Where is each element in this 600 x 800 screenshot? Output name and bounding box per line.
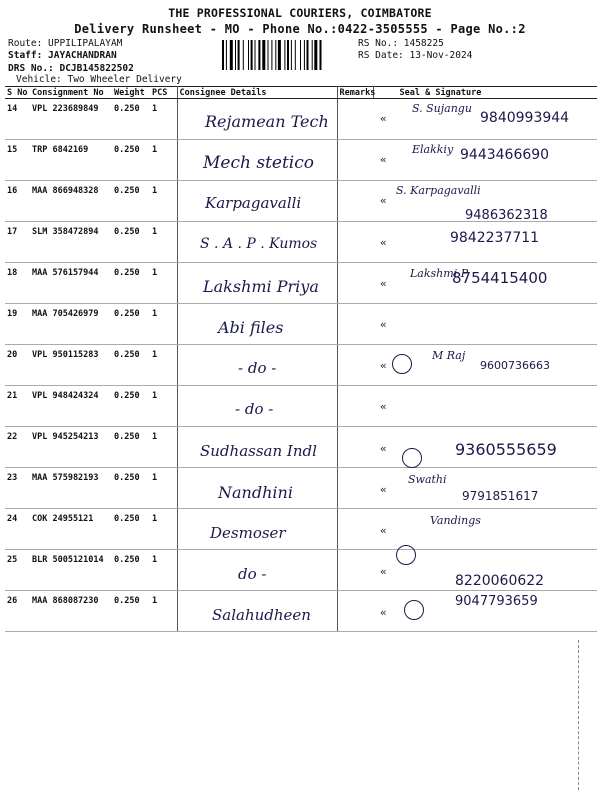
handwritten-consignee: - do - [238, 359, 277, 378]
row-consignment-no: TRP 6842169 [30, 140, 112, 181]
row-weight: 0.250 [112, 140, 150, 181]
barcode-bar [320, 40, 322, 70]
row-consignment-no: MAA 576157944 [30, 263, 112, 304]
handwritten-phone: 9840993944 [480, 110, 570, 126]
row-weight: 0.250 [112, 386, 150, 427]
row-signature-cell [373, 509, 597, 550]
row-weight: 0.250 [112, 181, 150, 222]
col-pcs: PCS [150, 87, 177, 99]
barcode-bar [230, 40, 233, 70]
handwritten-consignee: Sudhassan Indl [200, 441, 317, 460]
col-remarks: Remarks [337, 87, 373, 99]
rs-date: RS Date: 13-Nov-2024 [358, 50, 473, 61]
row-sno: 20 [5, 345, 30, 386]
tick-mark-icon: « [380, 524, 387, 537]
row-pcs: 1 [150, 181, 177, 222]
handwritten-consignee: Rejamean Tech [205, 112, 329, 131]
handwritten-consignee: Desmoser [210, 524, 286, 542]
barcode-bar [238, 40, 240, 70]
stamp-circle-icon [404, 600, 424, 620]
row-sno: 19 [5, 304, 30, 345]
drs-number: DRS No.: DCJB145822502 [8, 63, 134, 74]
barcode-bar [300, 40, 301, 70]
tick-mark-icon: « [380, 400, 387, 414]
tick-mark-icon: « [380, 606, 387, 620]
handwritten-signature: S. Karpagavalli [396, 184, 481, 198]
row-weight: 0.250 [112, 550, 150, 591]
row-remarks-cell [337, 304, 373, 345]
row-pcs: 1 [150, 386, 177, 427]
handwritten-phone: 9047793659 [455, 594, 538, 610]
tick-mark-icon: « [380, 359, 387, 373]
row-pcs: 1 [150, 591, 177, 632]
tick-mark-icon: « [380, 235, 387, 249]
handwritten-consignee: - do - [235, 400, 274, 419]
tick-mark-icon: « [380, 482, 387, 496]
rs-number: RS No.: 1458225 [358, 38, 444, 49]
row-remarks-cell [337, 345, 373, 386]
handwritten-phone: 9600736663 [480, 359, 550, 373]
row-weight: 0.250 [112, 468, 150, 509]
table-row [5, 509, 597, 550]
row-remarks-cell [337, 509, 373, 550]
barcode-bar [271, 40, 272, 70]
row-consignment-no: VPL 945254213 [30, 427, 112, 468]
row-signature-cell [373, 386, 597, 427]
row-remarks-cell [337, 550, 373, 591]
row-pcs: 1 [150, 550, 177, 591]
row-sno: 24 [5, 509, 30, 550]
row-consignment-no: VPL 948424324 [30, 386, 112, 427]
row-remarks-cell [337, 222, 373, 263]
row-sno: 23 [5, 468, 30, 509]
handwritten-consignee: do - [238, 565, 267, 584]
barcode-bar [255, 40, 256, 70]
handwritten-consignee: Abi files [218, 318, 284, 337]
row-pcs: 1 [150, 222, 177, 263]
row-remarks-cell [337, 181, 373, 222]
row-sno: 15 [5, 140, 30, 181]
barcode-bar [278, 40, 281, 70]
row-signature-cell [373, 304, 597, 345]
row-pcs: 1 [150, 509, 177, 550]
barcode-bar [248, 40, 249, 70]
col-sno: S No [5, 87, 30, 99]
row-remarks-cell [337, 99, 373, 140]
handwritten-consignee: Nandhini [218, 482, 293, 502]
row-weight: 0.250 [112, 591, 150, 632]
tick-mark-icon: « [380, 276, 387, 290]
row-remarks-cell [337, 140, 373, 181]
row-remarks-cell [337, 591, 373, 632]
route-label: Route: UPPILIPALAYAM [8, 38, 123, 49]
barcode-bar [304, 40, 305, 70]
barcode-image [222, 40, 350, 70]
row-pcs: 1 [150, 427, 177, 468]
tick-mark-icon: « [380, 565, 387, 579]
handwritten-phone: 9486362318 [465, 208, 548, 224]
barcode-bar [314, 40, 317, 70]
barcode-bar [307, 40, 309, 70]
row-consignment-no: VPL 223689849 [30, 99, 112, 140]
barcode-bar [243, 40, 244, 70]
handwritten-consignee: Salahudheen [212, 606, 311, 625]
stamp-circle-icon [392, 354, 412, 374]
barcode-bar [284, 40, 285, 70]
row-remarks-cell [337, 468, 373, 509]
row-sno: 17 [5, 222, 30, 263]
barcode-bar [258, 40, 260, 70]
row-pcs: 1 [150, 304, 177, 345]
barcode-bar [268, 40, 269, 70]
row-sno: 18 [5, 263, 30, 304]
barcode-bar [287, 40, 289, 70]
handwritten-phone: 9360555659 [455, 439, 557, 459]
row-consignment-no: MAA 868087230 [30, 591, 112, 632]
row-consignment-no: VPL 950115283 [30, 345, 112, 386]
row-pcs: 1 [150, 99, 177, 140]
handwritten-consignee: S . A . P . Kumos [200, 235, 318, 252]
barcode-bar [251, 40, 253, 70]
row-remarks-cell [337, 263, 373, 304]
row-weight: 0.250 [112, 509, 150, 550]
vehicle-label: Vehicle: Two Wheeler Delivery [16, 74, 182, 85]
row-consignment-no: MAA 705426979 [30, 304, 112, 345]
row-weight: 0.250 [112, 304, 150, 345]
row-sno: 26 [5, 591, 30, 632]
scan-artifact-line [578, 640, 579, 790]
handwritten-phone: 9791851617 [462, 488, 539, 503]
col-consignee: Consignee Details [177, 87, 337, 99]
row-pcs: 1 [150, 345, 177, 386]
row-consignment-no: MAA 575982193 [30, 468, 112, 509]
runsheet-title: Delivery Runsheet - MO - Phone No.:0422-3505555 - Page No.:2 [74, 22, 526, 36]
barcode-bar [295, 40, 296, 70]
barcode-bar [235, 40, 236, 70]
handwritten-signature: Elakkiy [412, 143, 454, 157]
table-row [5, 304, 597, 345]
handwritten-consignee: Lakshmi Priya [203, 276, 319, 296]
tick-mark-icon: « [380, 194, 387, 208]
handwritten-phone: 9443466690 [460, 147, 550, 164]
handwritten-phone: 9842237711 [450, 229, 540, 246]
tick-mark-icon: « [380, 153, 387, 167]
table-row [5, 386, 597, 427]
tick-mark-icon: « [380, 318, 387, 331]
handwritten-signature: S. Sujangu [412, 102, 472, 115]
handwritten-signature: M Raj [432, 349, 466, 363]
handwritten-consignee: Mech stetico [203, 153, 314, 174]
row-sno: 25 [5, 550, 30, 591]
row-consignment-no: SLM 358472894 [30, 222, 112, 263]
col-seal-signature: Seal & Signature [373, 87, 597, 99]
row-pcs: 1 [150, 468, 177, 509]
row-weight: 0.250 [112, 99, 150, 140]
row-sno: 16 [5, 181, 30, 222]
handwritten-consignee: Karpagavalli [205, 194, 302, 213]
row-sno: 21 [5, 386, 30, 427]
row-weight: 0.250 [112, 427, 150, 468]
row-consignment-no: COK 24955121 [30, 509, 112, 550]
barcode-bar [312, 40, 313, 70]
col-weight: Weight [112, 87, 150, 99]
row-weight: 0.250 [112, 345, 150, 386]
row-sno: 14 [5, 99, 30, 140]
row-pcs: 1 [150, 263, 177, 304]
stamp-circle-icon [396, 545, 416, 565]
row-remarks-cell [337, 427, 373, 468]
tick-mark-icon: « [380, 441, 387, 455]
barcode-bar [226, 40, 227, 70]
stamp-circle-icon [402, 448, 422, 468]
col-consignment: Consignment No [30, 87, 112, 99]
handwritten-signature: Vandings [430, 514, 481, 527]
handwritten-signature: Lakshmi P [410, 266, 469, 280]
barcode-bar [222, 40, 224, 70]
row-weight: 0.250 [112, 263, 150, 304]
tick-mark-icon: « [380, 112, 387, 125]
staff-label: Staff: JAYACHANDRAN [8, 50, 117, 61]
barcode-bar [262, 40, 265, 70]
row-weight: 0.250 [112, 222, 150, 263]
row-consignment-no: BLR 5005121014 [30, 550, 112, 591]
company-title: THE PROFESSIONAL COURIERS, COIMBATORE [168, 6, 432, 20]
row-remarks-cell [337, 386, 373, 427]
row-pcs: 1 [150, 140, 177, 181]
barcode-bar [291, 40, 292, 70]
table-header-row [5, 87, 597, 99]
handwritten-phone: 8754415400 [452, 268, 548, 287]
row-consignment-no: MAA 866948328 [30, 181, 112, 222]
handwritten-phone: 8220060622 [455, 573, 545, 590]
handwritten-signature: Swathi [408, 472, 447, 486]
barcode-bar [275, 40, 276, 70]
row-sno: 22 [5, 427, 30, 468]
